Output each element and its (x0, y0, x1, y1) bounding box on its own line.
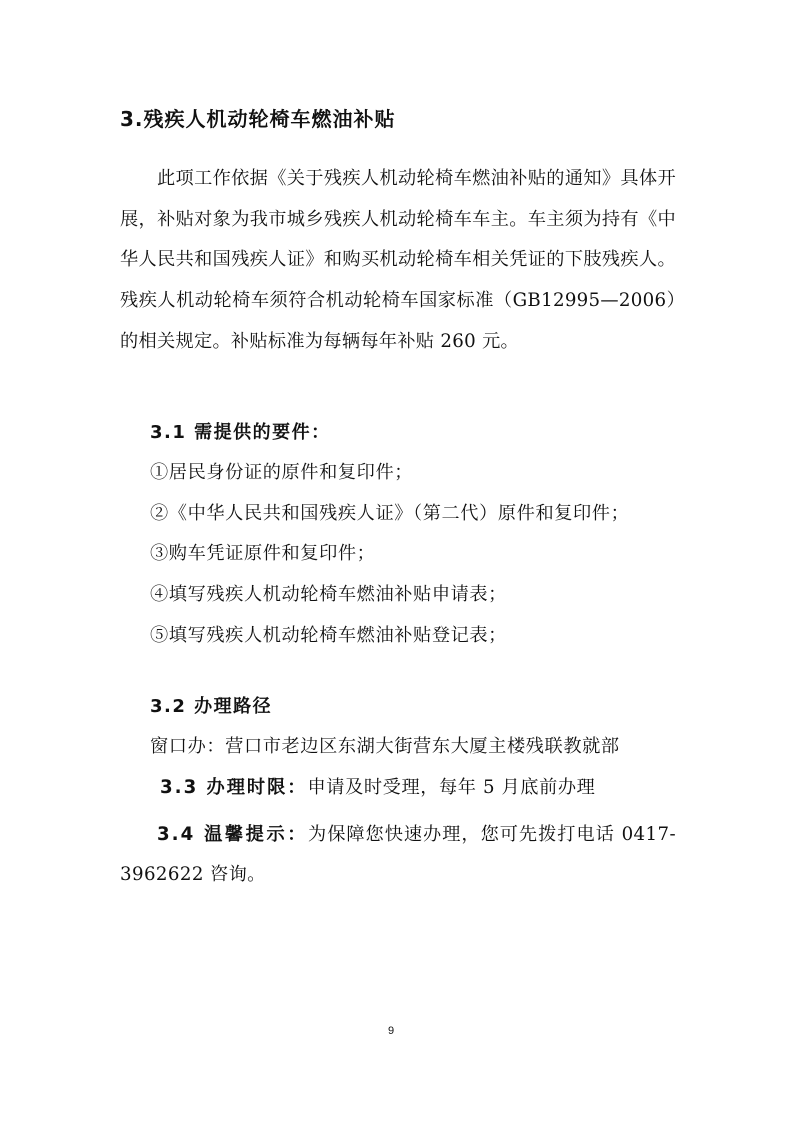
requirement-item: ④填写残疾人机动轮椅车燃油补贴申请表； (150, 584, 507, 605)
time-limit-label: 3.3 办理时限： (160, 777, 308, 798)
tips-paragraph (120, 815, 676, 895)
requirement-item: ②《中华人民共和国残疾人证》（第二代）原件和复印件； (150, 503, 630, 524)
requirement-item: ①居民身份证的原件和复印件； (150, 462, 414, 483)
requirement-item: ③购车凭证原件和复印件； (150, 543, 376, 564)
tips-text: 为保障您快速办理，您可先拨打电话 0417-3962622 咨询。 (120, 824, 676, 885)
section-title: 3.残疾人机动轮椅车燃油补贴 (120, 107, 396, 131)
time-limit-text: 申请及时受理，每年 5 月底前办理 (307, 777, 596, 798)
route-heading: 3.2 办理路径 (150, 696, 273, 717)
requirement-item: ⑤填写残疾人机动轮椅车燃油补贴登记表； (150, 625, 507, 646)
page-number: 9 (388, 1025, 395, 1037)
tips-label: 3.4 温馨提示： (157, 824, 309, 845)
route-text: 窗口办：营口市老边区东湖大街营东大厦主楼残联教就部 (150, 736, 620, 757)
time-limit-line (160, 773, 595, 799)
intro-paragraph: 此项工作依据《关于残疾人机动轮椅车燃油补贴的通知》具体开展，补贴对象为我市城乡残疾人机动轮椅车车主。车主须为持有《中华人民共和国残疾人证》和购买机动轮椅车相关凭证的下肢残疾人。残疾人机动轮椅车须符合机动轮椅车国家标准（GB12995—2006）的相关规定。补贴标准为每辆每年补贴 260 元。 (120, 168, 676, 352)
requirements-heading: 3.1 需提供的要件： (150, 422, 331, 443)
